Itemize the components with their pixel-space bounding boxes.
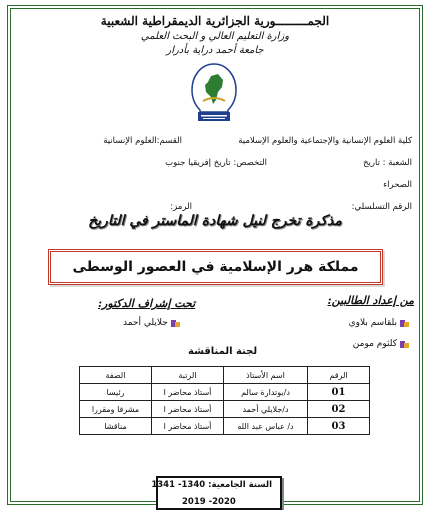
ministry-heading: وزارة التعليم العالي و البحث العلمي bbox=[140, 31, 290, 42]
table-row bbox=[80, 418, 370, 435]
supervisor-name: جلايلي أحمد bbox=[123, 318, 168, 328]
professor-role: مناقشا bbox=[80, 418, 152, 435]
student-item bbox=[353, 339, 409, 349]
student-item bbox=[349, 318, 409, 328]
department-field: القسم:العلوم الإنسانية bbox=[103, 136, 182, 146]
professor-name: د/بوتدارة سالم bbox=[224, 384, 308, 401]
professor-name: د/جلايلي أحمد bbox=[224, 401, 308, 418]
academic-year-gregorian: 2019 -2020 bbox=[182, 497, 236, 507]
branch-field: الشعبة : تاريخ bbox=[363, 158, 412, 168]
professor-rank: أستاذ محاضر ا bbox=[152, 384, 224, 401]
student-name: كلثوم مومن bbox=[352, 339, 397, 349]
university-heading: جامعة أحمد دراية بأدرار bbox=[166, 45, 264, 56]
preparation-label: من إعداد الطالبين: bbox=[327, 294, 414, 307]
academic-year-hijri: السنة الجامعية: 1340- 1341 bbox=[151, 480, 272, 490]
republic-heading: الجمـــــــــورية الجزائرية الديمقراطية الشعبية bbox=[100, 14, 330, 28]
professor-role: رئيسا bbox=[80, 384, 152, 401]
serial-number-field: الرقم التسلسلي: bbox=[351, 202, 412, 212]
specialty-continuation: الصحراء bbox=[383, 180, 412, 190]
professor-rank: أستاذ محاضر ا bbox=[152, 418, 224, 435]
page-frame bbox=[7, 5, 423, 505]
supervisor-item bbox=[123, 318, 180, 328]
column-header: الرتبة bbox=[152, 367, 224, 384]
row-number: 03 bbox=[308, 418, 370, 435]
professor-rank: أستاذ محاضر ا bbox=[152, 401, 224, 418]
table-row bbox=[80, 401, 370, 418]
thesis-title-box bbox=[48, 249, 383, 285]
bullet-icon bbox=[400, 319, 409, 328]
column-header: الصفة bbox=[80, 367, 152, 384]
memo-title: مذكرة تخرج لنيل شهادة الماستر في التاريخ bbox=[88, 213, 342, 229]
professor-role: مشرفا ومقررا bbox=[80, 401, 152, 418]
row-number: 01 bbox=[308, 384, 370, 401]
bullet-icon bbox=[400, 340, 409, 349]
student-name: بلقاسم بلاوي bbox=[348, 318, 397, 328]
column-header: اسم الأستاذ bbox=[224, 367, 308, 384]
row-number: 02 bbox=[308, 401, 370, 418]
thesis-title: مملكة هرر الإسلامية في العصور الوسطى bbox=[72, 259, 359, 275]
academic-year-box bbox=[151, 476, 282, 510]
faculty-field: كلية العلوم الإنسانية والإجتماعية والعلوم الإسلامية bbox=[238, 136, 412, 146]
university-logo-icon bbox=[183, 61, 245, 125]
committee-title: لجنة المناقشة bbox=[188, 346, 258, 357]
bullet-icon bbox=[171, 319, 180, 328]
professor-name: د/ عباس عبد الله bbox=[224, 418, 308, 435]
column-header: الرقم bbox=[308, 367, 370, 384]
committee-table bbox=[79, 366, 370, 435]
code-field: الرمز: bbox=[170, 202, 192, 212]
supervision-label: تحت إشراف الدكتور: bbox=[98, 297, 196, 310]
table-row bbox=[80, 384, 370, 401]
table-header-row bbox=[80, 367, 370, 384]
specialty-field: التخصص: تاريخ إفريقيا جنوب bbox=[165, 158, 267, 168]
